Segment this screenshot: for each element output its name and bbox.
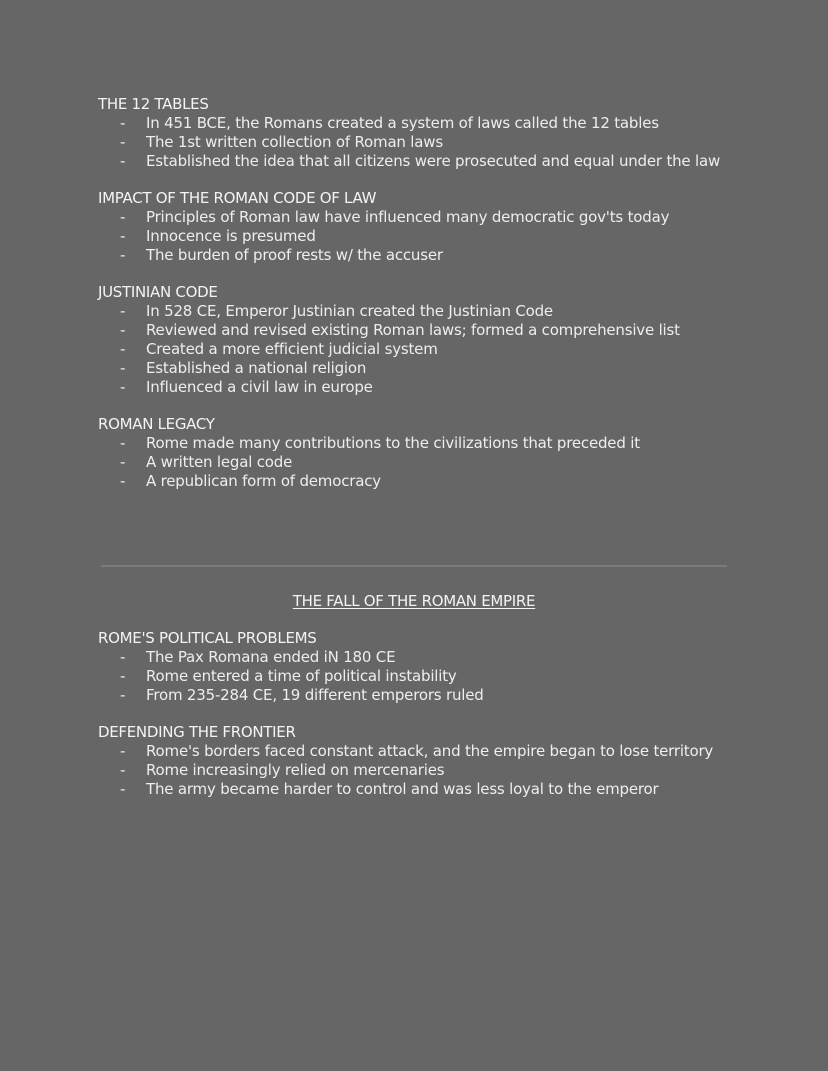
bullet-list xyxy=(98,208,738,265)
section-roman-legacy xyxy=(98,415,738,491)
dash-bullet-icon: - xyxy=(120,761,126,779)
list-item: - Influenced a civil law in europe xyxy=(120,378,373,396)
section-heading: ROMAN LEGACY xyxy=(98,415,215,433)
section-heading: IMPACT OF THE ROMAN CODE OF LAW xyxy=(98,189,377,207)
list-item: - From 235-284 CE, 19 different emperors ruled xyxy=(120,686,484,704)
section-justinian-code xyxy=(98,283,738,397)
list-item: - Rome entered a time of political instability xyxy=(120,667,457,685)
dash-bullet-icon: - xyxy=(120,340,126,358)
list-item: - Rome made many contributions to the civilizations that preceded it xyxy=(120,434,640,452)
section-12-tables xyxy=(98,95,738,171)
section-political-problems xyxy=(98,629,738,705)
dash-bullet-icon: - xyxy=(120,302,126,320)
list-item: - A written legal code xyxy=(120,453,293,471)
bullet-list xyxy=(98,434,738,491)
dash-bullet-icon: - xyxy=(120,227,126,245)
dash-bullet-icon: - xyxy=(120,133,126,151)
notes-part-1 xyxy=(98,95,738,509)
list-item: - Rome increasingly relied on mercenaries xyxy=(120,761,445,779)
dash-bullet-icon: - xyxy=(120,472,126,490)
section-heading: JUSTINIAN CODE xyxy=(98,283,218,301)
list-item: - A republican form of democracy xyxy=(120,472,381,490)
section-heading: DEFENDING THE FRONTIER xyxy=(98,723,296,741)
horizontal-divider xyxy=(101,565,727,567)
section-heading: THE 12 TABLES xyxy=(98,95,209,113)
dash-bullet-icon: - xyxy=(120,359,126,377)
bullet-list xyxy=(98,114,738,171)
list-item: - Established the idea that all citizens were prosecuted and equal under the law xyxy=(120,152,721,170)
dash-bullet-icon: - xyxy=(120,152,126,170)
section-impact-of-roman-law xyxy=(98,189,738,265)
dash-bullet-icon: - xyxy=(120,780,126,798)
dash-bullet-icon: - xyxy=(120,321,126,339)
bullet-list xyxy=(98,302,738,397)
list-item: - The 1st written collection of Roman laws xyxy=(120,133,443,151)
page-title: THE FALL OF THE ROMAN EMPIRE xyxy=(292,592,536,610)
list-item: - Principles of Roman law have influenced many democratic gov'ts today xyxy=(120,208,670,226)
dash-bullet-icon: - xyxy=(120,208,126,226)
dash-bullet-icon: - xyxy=(120,434,126,452)
dash-bullet-icon: - xyxy=(120,667,126,685)
list-item: - Created a more efficient judicial system xyxy=(120,340,438,358)
list-item: - In 451 BCE, the Romans created a system of laws called the 12 tables xyxy=(120,114,659,132)
list-item: - The burden of proof rests w/ the accuser xyxy=(120,246,443,264)
dash-bullet-icon: - xyxy=(120,246,126,264)
dash-bullet-icon: - xyxy=(120,686,126,704)
section-heading: ROME'S POLITICAL PROBLEMS xyxy=(98,629,317,647)
list-item: - Rome's borders faced constant attack, and the empire began to lose territory xyxy=(120,742,714,760)
list-item: - Innocence is presumed xyxy=(120,227,316,245)
list-item: - In 528 CE, Emperor Justinian created the Justinian Code xyxy=(120,302,553,320)
list-item: - Established a national religion xyxy=(120,359,367,377)
list-item: - Reviewed and revised existing Roman laws; formed a comprehensive list xyxy=(120,321,680,339)
dash-bullet-icon: - xyxy=(120,648,126,666)
bullet-list xyxy=(98,648,738,705)
dash-bullet-icon: - xyxy=(120,114,126,132)
bullet-list xyxy=(98,742,738,799)
dash-bullet-icon: - xyxy=(120,378,126,396)
notes-part-2 xyxy=(98,629,738,817)
dash-bullet-icon: - xyxy=(120,453,126,471)
section-defending-frontier xyxy=(98,723,738,799)
list-item: - The army became harder to control and was less loyal to the emperor xyxy=(120,780,659,798)
dash-bullet-icon: - xyxy=(120,742,126,760)
list-item: - The Pax Romana ended iN 180 CE xyxy=(120,648,396,666)
